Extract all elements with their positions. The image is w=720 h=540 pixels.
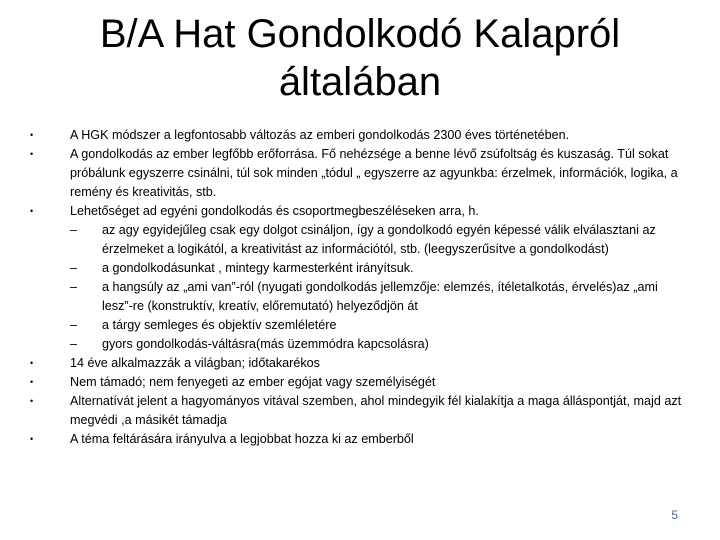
list-item (30, 373, 690, 392)
list-item (30, 354, 690, 373)
sub-list-item (70, 278, 690, 316)
sub-item-text: a tárgy semleges és objektív szemléletére (102, 318, 337, 332)
list-item (30, 126, 690, 145)
dash-icon: – (70, 223, 78, 237)
bullet-list (30, 126, 690, 449)
sub-list-item (70, 221, 690, 259)
sub-item-text: az agy egyidejűleg csak egy dolgot csináljon, így a gondolkodó egyén képessé válik elválasztani az érzelmeket a logikától, a kreativitást az információtól, stb. (leegyszerűsítve a gondolkodást) (102, 223, 656, 256)
dash-icon: – (70, 261, 78, 275)
list-item (30, 202, 690, 354)
bullet-icon: • (30, 377, 34, 387)
sub-item-text: a hangsúly az „ami van”-ról (nyugati gondolkodás jellemzője: elemzés, ítéletalkotás, érvelés)az „ami lesz”-re (konstruktív, kreatív, előremutató) helyeződjön át (102, 280, 658, 313)
dash-icon: – (70, 318, 78, 332)
bullet-text: A HGK módszer a legfontosabb változás az emberi gondolkodás 2300 éves történetében. (70, 128, 570, 142)
bullet-text: Alternatívát jelent a hagyományos vitával szemben, ahol mindegyik fél kialakítja a maga álláspontját, majd azt megvédi ,a másikét támadja (70, 394, 682, 427)
bullet-icon: • (30, 396, 34, 406)
bullet-icon: • (30, 434, 34, 444)
bullet-text: 14 éve alkalmazzák a világban; időtakarékos (70, 356, 320, 370)
bullet-text: Lehetőséget ad egyéni gondolkodás és csoportmegbeszéléseken arra, h. (70, 204, 479, 218)
dash-icon: – (70, 280, 78, 294)
sub-list-item (70, 259, 690, 278)
slide-content (30, 126, 690, 449)
dash-icon: – (70, 337, 78, 351)
bullet-text: A gondolkodás az ember legfőbb erőforrása. Fő nehézsége a benne lévő zsúfoltság és kuszaság. Túl sokat próbálunk egyszerre csinálni, túl sok minden „tódul „ egyszerre az agyunkba: érzelmek, információk, logika, a remény és kreativitás, stb. (70, 147, 678, 199)
sub-item-text: gyors gondolkodás-váltásra(más üzemmódra kapcsolásra) (102, 337, 429, 351)
sub-list-item (70, 316, 690, 335)
sub-item-text: a gondolkodásunkat , mintegy karmesterként irányítsuk. (102, 261, 414, 275)
sub-list-item (70, 335, 690, 354)
list-item (30, 392, 690, 430)
bullet-text: Nem támadó; nem fenyegeti az ember egójat vagy személyiségét (70, 375, 436, 389)
bullet-icon: • (30, 358, 34, 368)
bullet-icon: • (30, 149, 34, 159)
page-number: 5 (671, 508, 678, 522)
bullet-icon: • (30, 206, 34, 216)
bullet-icon: • (30, 130, 34, 140)
bullet-text: A téma feltárására irányulva a legjobbat hozza ki az emberből (70, 432, 414, 446)
sub-list (70, 221, 690, 354)
slide-title: B/A Hat Gondolkodó Kalapról általában (99, 12, 621, 104)
list-item (30, 430, 690, 449)
list-item (30, 145, 690, 202)
